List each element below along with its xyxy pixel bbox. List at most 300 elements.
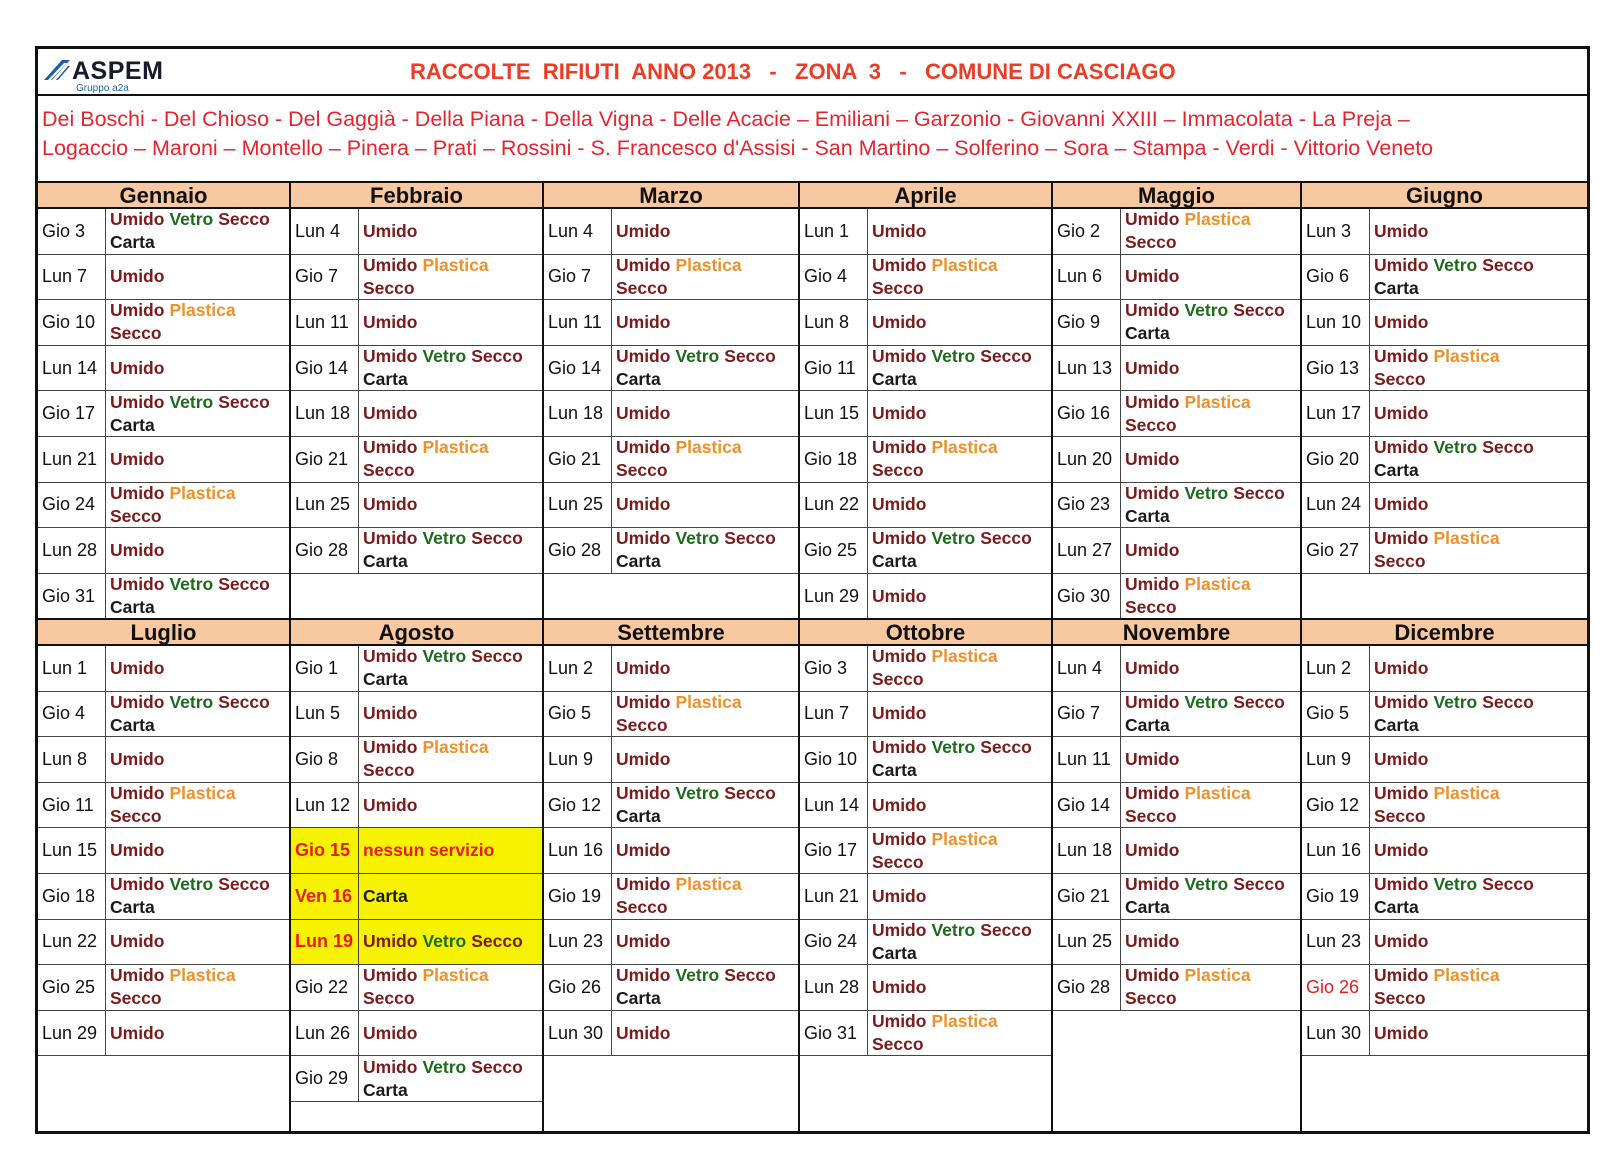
service-cell (1374, 437, 1585, 482)
service-cell (363, 1056, 540, 1101)
day-label: Lun 16 (1302, 828, 1370, 873)
service-cell (616, 737, 796, 782)
service-umido: Umido (872, 311, 927, 332)
day-row (1302, 783, 1587, 829)
service-secco: Secco (1125, 414, 1177, 435)
day-row (1053, 483, 1300, 529)
service-vetro: Vetro (675, 528, 720, 549)
service-cell (872, 920, 1049, 965)
service-umido: Umido (363, 1022, 418, 1043)
day-row (38, 828, 289, 874)
service-secco: Secco (872, 851, 924, 872)
service-umido: Umido (110, 840, 165, 861)
month-column (1053, 181, 1302, 618)
service-umido: Umido (1125, 539, 1180, 560)
service-umido: Umido (363, 220, 418, 241)
month-header: Ottobre (800, 618, 1051, 646)
day-row (291, 209, 542, 255)
service-plastica: Plastica (1433, 965, 1500, 986)
day-label: Lun 30 (1302, 1011, 1370, 1056)
day-label: Gio 3 (38, 209, 106, 254)
service-umido: Umido (110, 657, 165, 678)
service-vetro: Vetro (422, 528, 467, 549)
day-label: Lun 28 (38, 528, 106, 573)
service-plastica: Plastica (422, 737, 489, 758)
service-cell (110, 255, 287, 300)
day-label: Lun 14 (38, 346, 106, 391)
day-row (291, 920, 542, 966)
service-umido: Umido (363, 931, 418, 952)
service-umido: Umido (616, 437, 671, 458)
first-semester (38, 181, 1587, 618)
page-title: RACCOLTE RIFIUTI ANNO 2013 - ZONA 3 - COMUNE DI CASCIAGO (410, 59, 1176, 84)
day-label: Gio 13 (1302, 346, 1370, 391)
service-cell (1125, 692, 1298, 737)
day-row (291, 965, 542, 1011)
day-label: Gio 14 (291, 346, 359, 391)
service-plastica: Plastica (169, 300, 236, 321)
service-plastica: Plastica (169, 482, 236, 503)
service-cell (363, 783, 540, 828)
day-row (1053, 828, 1300, 874)
service-umido: Umido (363, 437, 418, 458)
service-umido: Umido (616, 528, 671, 549)
service-vetro: Vetro (1433, 437, 1478, 458)
day-label: Gio 27 (1302, 528, 1370, 573)
day-row (38, 692, 289, 738)
service-cell (110, 483, 287, 528)
day-row (544, 1011, 798, 1057)
service-cell (110, 828, 287, 873)
service-umido: Umido (1374, 494, 1429, 515)
day-row (544, 437, 798, 483)
day-row (1053, 874, 1300, 920)
month-column (38, 181, 291, 618)
day-label: Gio 10 (800, 737, 868, 782)
service-umido: Umido (872, 585, 927, 606)
service-cell (110, 965, 287, 1010)
service-cell (872, 255, 1049, 300)
day-label: Gio 10 (38, 300, 106, 345)
service-cell (363, 692, 540, 737)
month-header: Novembre (1053, 618, 1300, 646)
day-label: Gio 31 (38, 574, 106, 619)
day-label: Lun 9 (1302, 737, 1370, 782)
day-label: Gio 31 (800, 1011, 868, 1056)
day-label: Gio 20 (1302, 437, 1370, 482)
service-plastica: Plastica (1184, 574, 1251, 595)
service-vetro: Vetro (675, 346, 720, 367)
service-secco: Secco (110, 505, 162, 526)
service-cell (1374, 483, 1585, 528)
day-label: Gio 3 (800, 646, 868, 691)
service-umido: Umido (1125, 574, 1180, 595)
service-plastica: Plastica (931, 437, 998, 458)
service-umido: Umido (363, 254, 418, 275)
service-umido: Umido (872, 828, 927, 849)
month-header: Agosto (291, 618, 542, 646)
day-row (800, 646, 1051, 692)
day-label: Gio 7 (544, 255, 612, 300)
day-row (800, 692, 1051, 738)
service-secco: Secco (471, 646, 523, 667)
day-row (38, 574, 289, 620)
service-secco: Secco (1233, 482, 1285, 503)
service-plastica: Plastica (675, 691, 742, 712)
day-label: Lun 2 (1302, 646, 1370, 691)
day-row (544, 209, 798, 255)
service-cell (1125, 483, 1298, 528)
service-umido: Umido (872, 403, 927, 424)
day-row (800, 483, 1051, 529)
service-cell (616, 828, 796, 873)
day-row (800, 300, 1051, 346)
service-umido: Umido (1125, 783, 1180, 804)
service-umido: Umido (1125, 300, 1180, 321)
month-column (1053, 618, 1302, 1131)
day-row (544, 255, 798, 301)
service-umido: Umido (110, 574, 165, 595)
day-row (1302, 920, 1587, 966)
service-secco: Secco (980, 528, 1032, 549)
logo-text: ASPEM (72, 57, 164, 85)
service-cell (1374, 828, 1585, 873)
day-row (291, 737, 542, 783)
service-secco: Secco (1374, 551, 1426, 572)
service-cell (616, 255, 796, 300)
day-label: Lun 24 (1302, 483, 1370, 528)
day-row (291, 300, 542, 346)
day-label: Gio 5 (544, 692, 612, 737)
street-line: Logaccio – Maroni – Montello – Pinera – Prati – Rossini - S. Francesco d'Assisi - San Martino – Solferino – Sora – Stampa - Verdi - Vittorio Veneto (42, 136, 1434, 160)
service-cell (872, 828, 1049, 873)
service-cell (363, 346, 540, 391)
service-umido: Umido (872, 976, 927, 997)
day-label: Lun 9 (544, 737, 612, 782)
service-umido: Umido (1125, 748, 1180, 769)
service-vetro: Vetro (422, 1056, 467, 1077)
day-row (1053, 920, 1300, 966)
day-label: Lun 4 (544, 209, 612, 254)
day-row (800, 920, 1051, 966)
service-umido: Umido (1125, 657, 1180, 678)
service-carta: Carta (1374, 897, 1419, 918)
day-label: Gio 26 (1302, 965, 1370, 1010)
service-umido: Umido (363, 346, 418, 367)
day-label: Gio 4 (38, 692, 106, 737)
day-label: Gio 21 (1053, 874, 1121, 919)
service-vetro: Vetro (422, 346, 467, 367)
service-cell (1374, 920, 1585, 965)
service-cell (110, 574, 287, 619)
service-vetro: Vetro (1433, 691, 1478, 712)
day-row (291, 346, 542, 392)
service-carta: Carta (363, 551, 408, 572)
service-cell (872, 874, 1049, 919)
service-secco: Secco (872, 460, 924, 481)
day-label: Lun 1 (800, 209, 868, 254)
day-label: Lun 13 (1053, 346, 1121, 391)
service-umido: Umido (1125, 266, 1180, 287)
day-label: Gio 7 (291, 255, 359, 300)
service-umido: Umido (110, 266, 165, 287)
service-umido: Umido (616, 403, 671, 424)
service-cell (616, 300, 796, 345)
service-cell (616, 528, 796, 573)
day-row (38, 483, 289, 529)
service-secco: Secco (616, 897, 668, 918)
month-column (1302, 181, 1587, 618)
service-cell (110, 1011, 287, 1056)
service-plastica: Plastica (422, 437, 489, 458)
service-cell (872, 346, 1049, 391)
service-umido: Umido (1125, 931, 1180, 952)
service-cell (616, 646, 796, 691)
day-row (38, 1011, 289, 1057)
day-label: Lun 7 (38, 255, 106, 300)
service-secco: Secco (980, 737, 1032, 758)
service-umido: Umido (1125, 840, 1180, 861)
service-umido: Umido (872, 528, 927, 549)
day-label: Gio 18 (800, 437, 868, 482)
day-row (1302, 692, 1587, 738)
service-umido: Umido (1125, 391, 1180, 412)
service-secco: Secco (363, 988, 415, 1009)
service-umido: Umido (110, 209, 165, 230)
day-row (800, 828, 1051, 874)
service-vetro: Vetro (675, 783, 720, 804)
service-vetro: Vetro (675, 965, 720, 986)
service-umido: Umido (1374, 840, 1429, 861)
day-row (544, 300, 798, 346)
day-row (291, 874, 542, 920)
service-secco: Secco (980, 346, 1032, 367)
month-header: Settembre (544, 618, 798, 646)
service-carta: Carta (1125, 897, 1170, 918)
day-label: Gio 16 (1053, 391, 1121, 436)
service-cell (1374, 1011, 1585, 1056)
day-label: Gio 30 (1053, 574, 1121, 619)
service-vetro: Vetro (169, 691, 214, 712)
service-secco: Secco (1233, 874, 1285, 895)
day-row (291, 692, 542, 738)
day-row (291, 783, 542, 829)
service-cell (1125, 920, 1298, 965)
day-row (1053, 737, 1300, 783)
service-umido: Umido (1374, 311, 1429, 332)
service-vetro: Vetro (169, 391, 214, 412)
service-carta: Carta (363, 669, 408, 690)
service-cell (363, 874, 540, 919)
day-label: Lun 21 (800, 874, 868, 919)
service-umido: Umido (872, 703, 927, 724)
day-row (291, 437, 542, 483)
service-carta: Carta (616, 988, 661, 1009)
day-label: Ven 16 (291, 874, 359, 919)
service-umido: Umido (1374, 748, 1429, 769)
day-row (1302, 828, 1587, 874)
service-secco: Secco (471, 931, 523, 952)
service-secco: Secco (1374, 988, 1426, 1009)
service-umido: Umido (363, 311, 418, 332)
service-cell (616, 437, 796, 482)
month-column (544, 181, 800, 618)
service-cell (363, 391, 540, 436)
day-row (1302, 483, 1587, 529)
day-row (800, 346, 1051, 392)
month-header: Dicembre (1302, 618, 1587, 646)
service-umido: Umido (872, 254, 927, 275)
day-label: Gio 25 (800, 528, 868, 573)
service-cell (616, 783, 796, 828)
service-umido: Umido (616, 874, 671, 895)
service-plastica: Plastica (675, 874, 742, 895)
service-umido: Umido (872, 220, 927, 241)
day-row (291, 1056, 542, 1102)
month-column (800, 618, 1053, 1131)
service-carta: Carta (363, 885, 408, 906)
service-secco: Secco (363, 760, 415, 781)
service-secco: Secco (724, 783, 776, 804)
service-cell (1374, 255, 1585, 300)
day-row (1053, 646, 1300, 692)
service-vetro: Vetro (1184, 300, 1229, 321)
service-cell (872, 483, 1049, 528)
service-umido: Umido (872, 646, 927, 667)
day-row (800, 574, 1051, 620)
street-line: Dei Boschi - Del Chioso - Del Gaggià - Della Piana - Della Vigna - Delle Acacie – Emiliani – Garzonio - Giovanni XXIII – Immacolata - La Preja – (42, 107, 1410, 131)
day-label: Lun 22 (38, 920, 106, 965)
day-label: Gio 21 (291, 437, 359, 482)
service-carta: Carta (110, 714, 155, 735)
day-row (38, 737, 289, 783)
service-cell (1374, 209, 1585, 254)
service-secco: Secco (1233, 300, 1285, 321)
service-cell (1125, 828, 1298, 873)
service-vetro: Vetro (931, 919, 976, 940)
day-label: Gio 6 (1302, 255, 1370, 300)
day-row (1302, 646, 1587, 692)
day-label: Lun 19 (291, 920, 359, 965)
service-umido: Umido (110, 691, 165, 712)
service-umido: Umido (1374, 1022, 1429, 1043)
day-label: Lun 14 (800, 783, 868, 828)
service-secco: Secco (218, 391, 270, 412)
calendar-sheet (35, 46, 1590, 1134)
service-plastica: Plastica (1184, 391, 1251, 412)
service-secco: Secco (471, 346, 523, 367)
service-umido: Umido (616, 783, 671, 804)
day-row (1053, 692, 1300, 738)
day-row (38, 391, 289, 437)
day-label: Gio 28 (291, 528, 359, 573)
day-label: Gio 2 (1053, 209, 1121, 254)
service-umido: Umido (110, 300, 165, 321)
service-cell (1374, 646, 1585, 691)
day-label: Gio 5 (1302, 692, 1370, 737)
day-label: Lun 8 (38, 737, 106, 782)
service-plastica: Plastica (169, 783, 236, 804)
service-umido: Umido (1374, 691, 1429, 712)
service-cell (1125, 300, 1298, 345)
day-label: Gio 12 (544, 783, 612, 828)
day-row (544, 692, 798, 738)
service-carta: Carta (872, 551, 917, 572)
day-label: Gio 28 (544, 528, 612, 573)
service-cell (1374, 874, 1585, 919)
day-label: Lun 29 (38, 1011, 106, 1056)
day-row (800, 874, 1051, 920)
service-cell (616, 346, 796, 391)
service-cell (1125, 346, 1298, 391)
day-label: Lun 20 (1053, 437, 1121, 482)
service-secco: Secco (980, 919, 1032, 940)
service-umido: Umido (110, 965, 165, 986)
service-secco: Secco (471, 1056, 523, 1077)
day-row (1053, 391, 1300, 437)
service-cell (872, 391, 1049, 436)
day-label: Lun 15 (38, 828, 106, 873)
service-carta: Carta (363, 369, 408, 390)
service-secco: Secco (724, 346, 776, 367)
service-plastica: Plastica (675, 437, 742, 458)
day-label: Lun 3 (1302, 209, 1370, 254)
day-label: Lun 2 (544, 646, 612, 691)
day-row (544, 783, 798, 829)
day-label: Lun 18 (1053, 828, 1121, 873)
day-row (544, 346, 798, 392)
service-umido: Umido (363, 494, 418, 515)
street-list (42, 105, 1562, 163)
service-umido: Umido (872, 919, 927, 940)
service-vetro: Vetro (931, 528, 976, 549)
service-secco: Secco (363, 460, 415, 481)
title-bar (38, 49, 1587, 96)
service-secco: Secco (1482, 437, 1534, 458)
day-label: Lun 28 (800, 965, 868, 1010)
service-cell (110, 391, 287, 436)
service-umido: Umido (1125, 482, 1180, 503)
day-row (1302, 437, 1587, 483)
service-cell (616, 874, 796, 919)
service-umido: Umido (110, 931, 165, 952)
service-cell (363, 737, 540, 782)
month-column (800, 181, 1053, 618)
service-umido: Umido (616, 311, 671, 332)
day-row (800, 528, 1051, 574)
service-cell (363, 1011, 540, 1056)
month-header: Luglio (38, 618, 289, 646)
service-umido: Umido (363, 403, 418, 424)
service-umido: Umido (616, 931, 671, 952)
service-vetro: Vetro (931, 737, 976, 758)
service-vetro: Vetro (1184, 691, 1229, 712)
day-label: Lun 30 (544, 1011, 612, 1056)
service-umido: Umido (1374, 437, 1429, 458)
day-row (544, 874, 798, 920)
day-row (291, 391, 542, 437)
day-label: Gio 18 (38, 874, 106, 919)
day-label: Gio 19 (1302, 874, 1370, 919)
service-cell (1125, 874, 1298, 919)
service-umido: Umido (363, 646, 418, 667)
service-cell (872, 528, 1049, 573)
service-cell (616, 692, 796, 737)
month-column (38, 618, 291, 1131)
day-label: Lun 12 (291, 783, 359, 828)
service-vetro: Vetro (931, 346, 976, 367)
service-plastica: Plastica (1433, 528, 1500, 549)
